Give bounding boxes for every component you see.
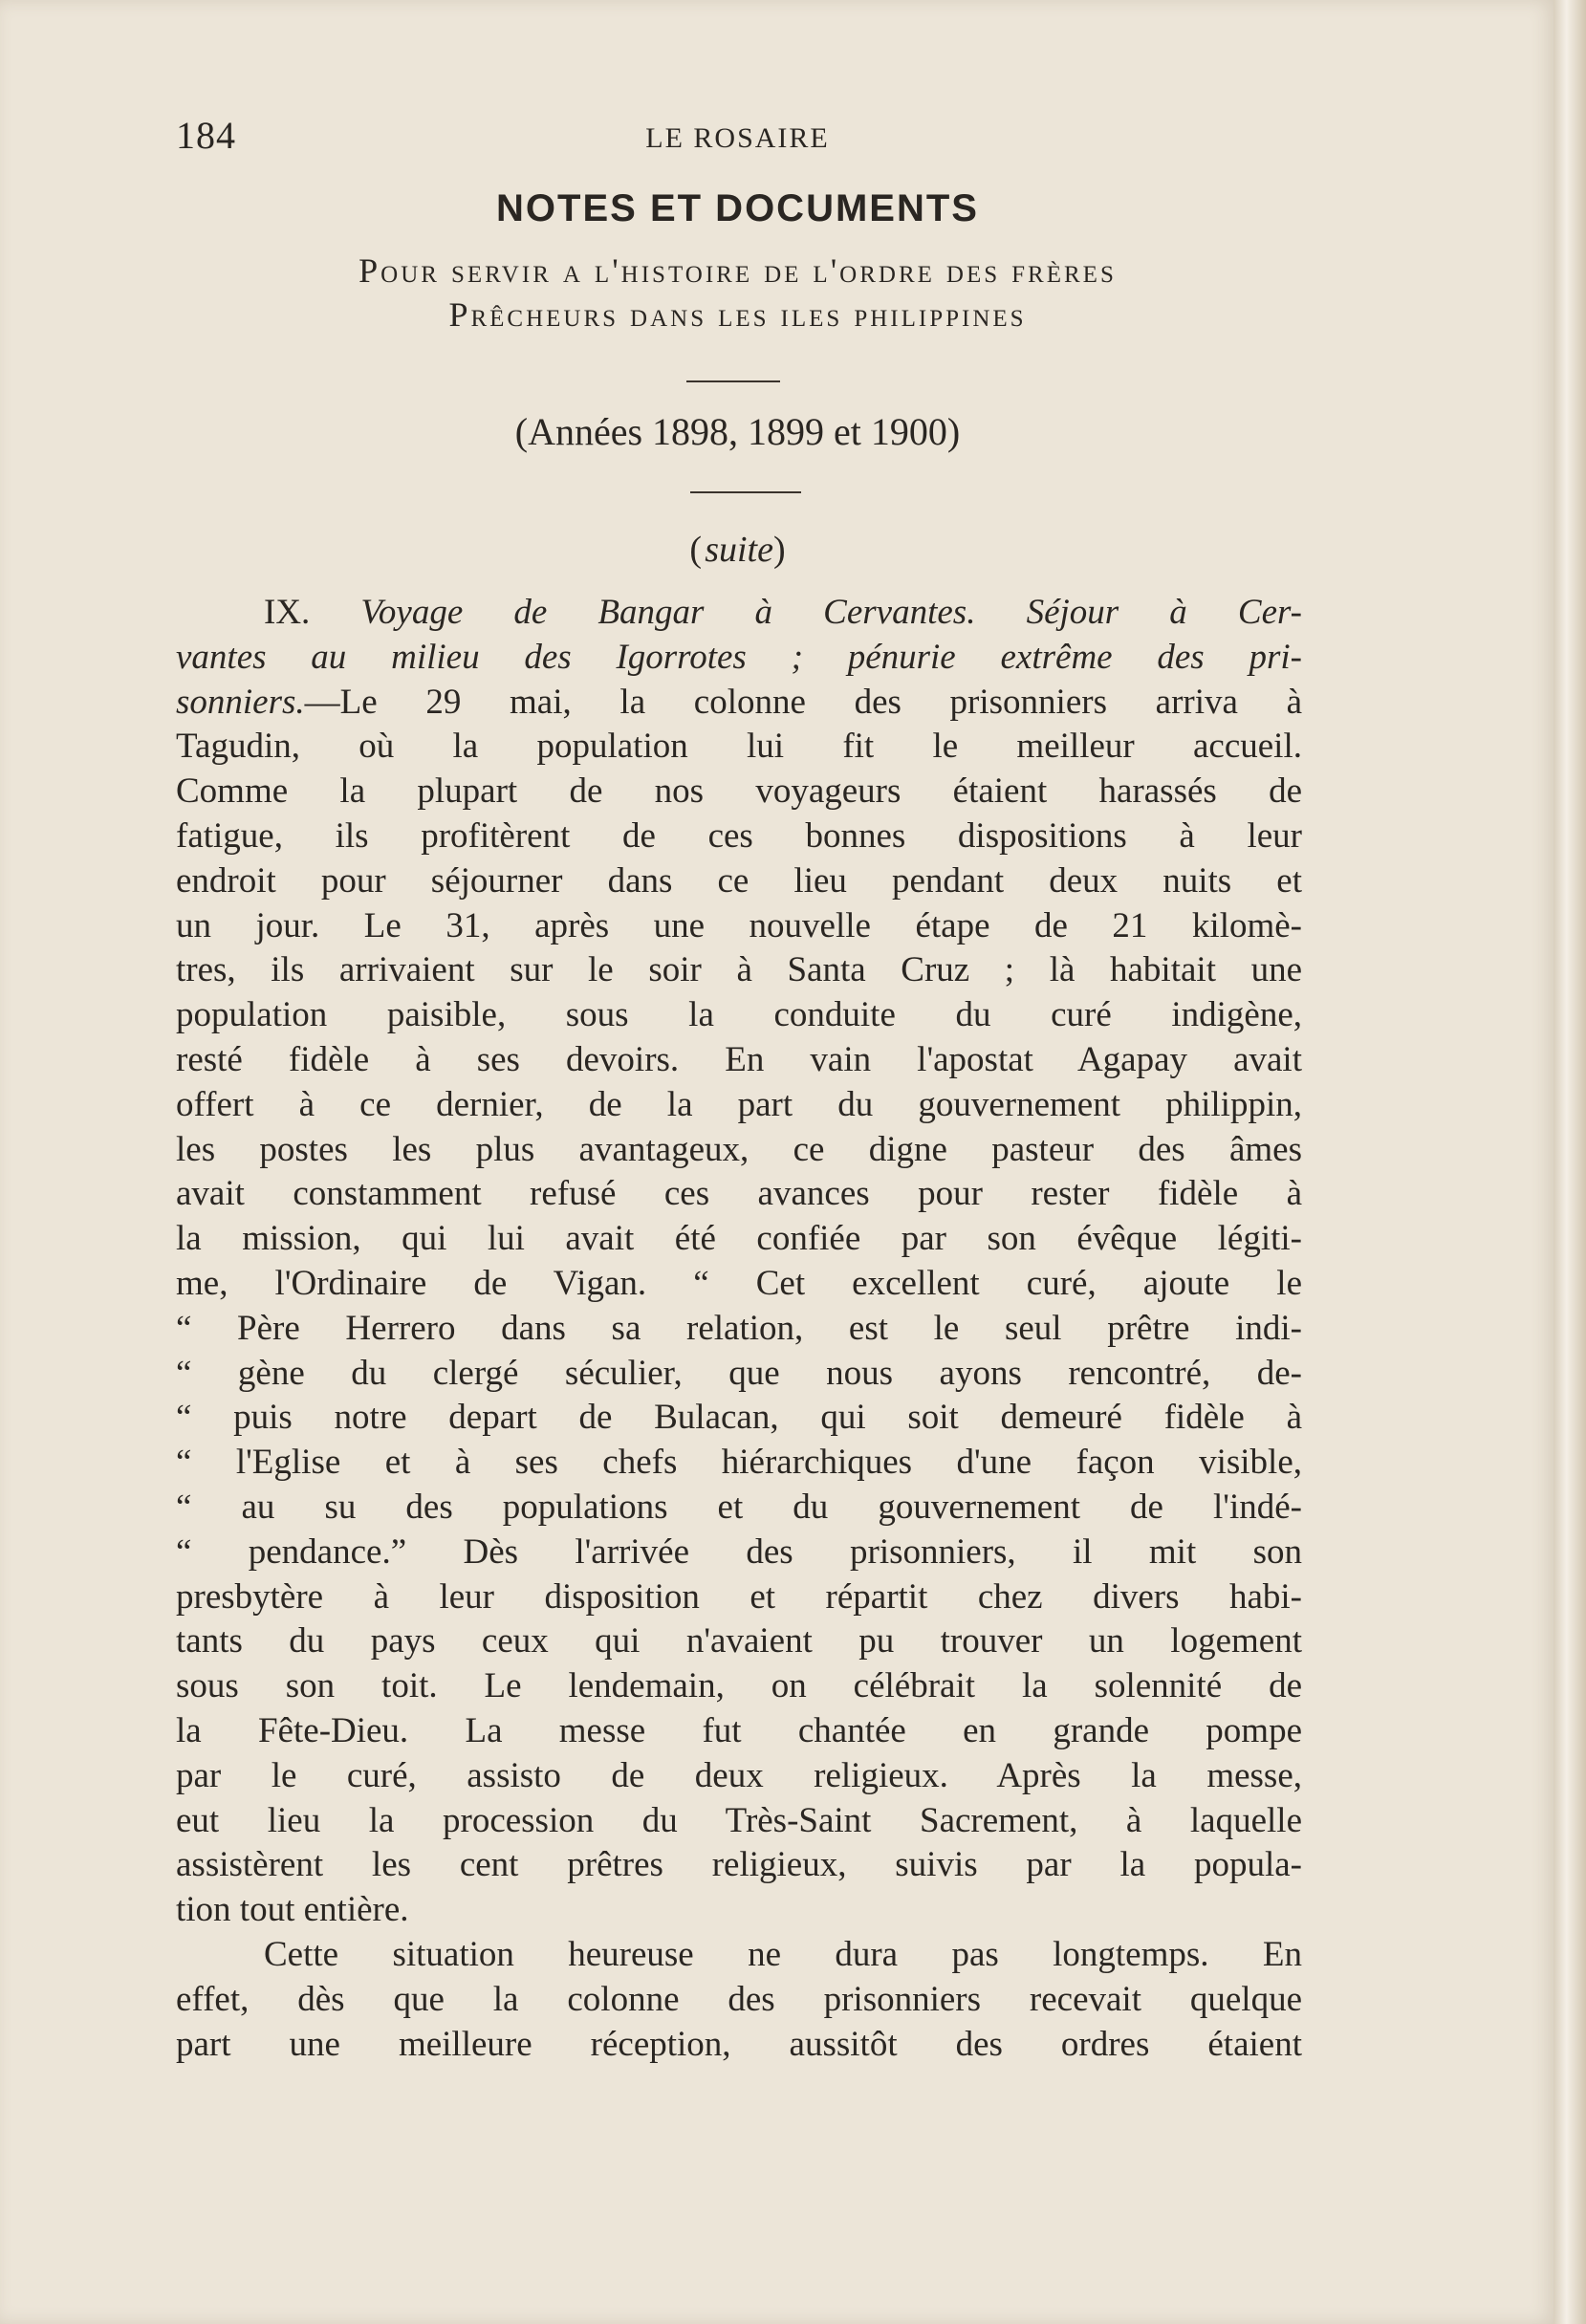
text-line: fatigue, ils profitèrent de ces bonnes dispositions à leur [176, 815, 1302, 856]
text-line: “ puis notre depart de Bulacan, qui soit demeuré fidèle à [176, 1398, 1302, 1438]
text-line: resté fidèle à ses devoirs. En vain l'apostat Agapay avait [176, 1039, 1302, 1079]
running-head: LE ROSAIRE [645, 122, 830, 154]
section-title: NOTES ET DOCUMENTS [496, 187, 979, 229]
text-line: sous son toit. Le lendemain, on célébrait la solennité de [176, 1666, 1302, 1706]
text-line: Comme la plupart de nos voyageurs étaient harassés de [176, 771, 1302, 812]
text-line: part une meilleure réception, aussitôt des ordres étaient [176, 2024, 1302, 2064]
text-line: offert à ce dernier, de la part du gouvernement philippin, [176, 1084, 1302, 1124]
page-number: 184 [176, 114, 236, 157]
text-line: les postes les plus avantageux, ce digne pasteur des âmes [176, 1129, 1302, 1169]
text-line [176, 591, 1302, 636]
page-header [176, 113, 1299, 170]
text-line: avait constamment refusé ces avances pour rester fidèle à [176, 1174, 1302, 1214]
text-line: eut lieu la procession du Très-Saint Sacrement, à laquelle [176, 1800, 1302, 1840]
text-line: tres, ils arrivaient sur le soir à Santa Cruz ; là habitait une [176, 950, 1302, 990]
section-heading-part: sonniers. [176, 682, 305, 722]
text-line: presbytère à leur disposition et répartit chez divers habi- [176, 1576, 1302, 1617]
text-line: la Fête-Dieu. La messe fut chantée en grande pompe [176, 1710, 1302, 1750]
section-heading-part: Séjour à Cer- [1026, 593, 1303, 632]
text-line: la mission, qui lui avait été confiée par son évêque légiti- [176, 1219, 1302, 1259]
text-line: “ pendance.” Dès l'arrivée des prisonniers, il mit son [176, 1531, 1302, 1572]
suite-word: suite [705, 530, 773, 570]
text-line: me, l'Ordinaire de Vigan. “ Cet excellent curé, ajoute le [176, 1263, 1302, 1303]
text-line: “ au su des populations et du gouvernement de l'indé- [176, 1487, 1302, 1527]
text-line: vantes au milieu des Igorrotes ; pénurie extrême des pri- [176, 637, 1302, 677]
text-line: un jour. Le 31, après une nouvelle étape de 21 kilomè- [176, 905, 1302, 945]
divider-rule [690, 491, 801, 493]
text-line: effet, dès que la colonne des prisonniers recevait quelque [176, 1979, 1302, 2019]
text-line: tion tout entière. [176, 1890, 409, 1930]
years-subheading: (Années 1898, 1899 et 1900) [514, 410, 961, 453]
divider-rule [686, 380, 780, 382]
text-line: “ Père Herrero dans sa relation, est le seul prêtre indi- [176, 1308, 1302, 1348]
body-text [176, 591, 1302, 2067]
subtitle-line-2: Prêcheurs dans les iles philippines [448, 295, 1027, 334]
section-heading-part: Voyage de Bangar à Cervantes. [360, 593, 976, 632]
text-line: “ l'Eglise et à ses chefs hiérarchiques d'une façon visible, [176, 1443, 1302, 1483]
page-edge [1553, 0, 1586, 2324]
text-line: endroit pour séjourner dans ce lieu pendant deux nuits et [176, 860, 1302, 901]
text-line: Tagudin, où la population lui fit le meilleur accueil. [176, 727, 1302, 767]
text-line: population paisible, sous la conduite du curé indigène, [176, 995, 1302, 1035]
suite-label: ( suite) [689, 530, 786, 570]
section-number: IX. [264, 593, 311, 632]
text-line: assistèrent les cent prêtres religieux, suivis par la popula- [176, 1845, 1302, 1885]
text-line: tants du pays ceux qui n'avaient pu trouver un logement [176, 1621, 1302, 1662]
paragraph-text: —Le 29 mai, la colonne des prisonniers arriva à [304, 682, 1302, 722]
text-line: “ gène du clergé séculier, que nous ayons rencontré, de- [176, 1353, 1302, 1393]
text-line: Cette situation heureuse ne dura pas longtemps. En [264, 1934, 1302, 1974]
text-line: par le curé, assisto de deux religieux. Après la messe, [176, 1755, 1302, 1795]
text-line [176, 681, 1302, 726]
subtitle-line-1: Pour servir a l'histoire de l'ordre des frères [358, 251, 1117, 290]
